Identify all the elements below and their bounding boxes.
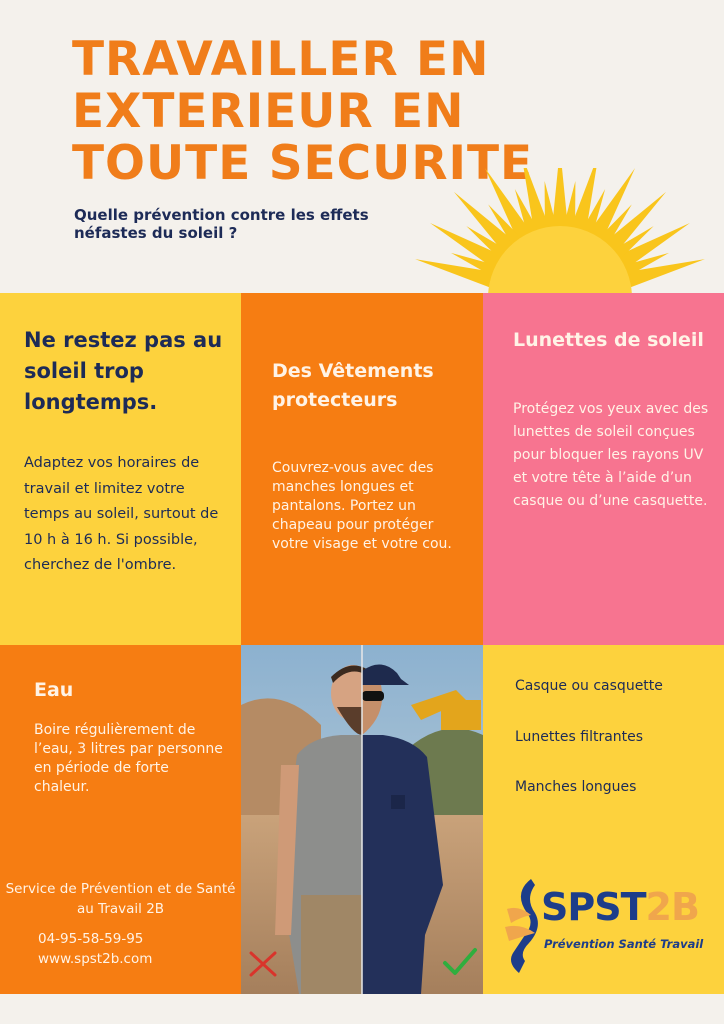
panel-water	[0, 645, 241, 994]
panel-sunglasses	[483, 293, 724, 645]
contact-phone: 04-95-58-59-95	[38, 931, 144, 947]
title-line-3: TOUTE SECURITE	[72, 136, 534, 191]
equipment-list	[515, 678, 663, 830]
water-body: Boire régulièrement de l’eau, 3 litres par personne en période de forte chaleur.	[34, 722, 223, 795]
panel-checklist	[483, 645, 724, 994]
logo-name-main: SPST	[541, 885, 646, 929]
spst2b-logo	[501, 877, 711, 977]
list-item: Lunettes filtrantes	[515, 728, 644, 745]
clothing-body: Couvrez-vous avec des manches longues et pantalons. Portez un chapeau pour protéger votre visage et votre cou.	[272, 460, 452, 552]
page-subtitle: Quelle prévention contre les effets néfastes du soleil ?	[74, 206, 369, 242]
sun-exposure-body: Adaptez vos horaires de travail et limitez votre temps au soleil, surtout de 10 h à 16 h. Si possible, cherchez de l'ombre.	[24, 455, 219, 573]
page-title	[72, 34, 632, 190]
panel-sun-exposure	[0, 293, 241, 645]
contact-details	[38, 929, 218, 969]
contact-org: Service de Prévention et de Santé au Travail 2B	[5, 881, 236, 917]
worker-comparison-image	[241, 645, 483, 994]
logo-wordmark	[541, 885, 699, 929]
clothing-title: Des Vêtements protecteurs	[272, 360, 434, 411]
sun-exposure-title: Ne restez pas au soleil trop longtemps.	[24, 328, 223, 414]
sunglasses-body: Protégez vos yeux avec des lunettes de soleil conçues pour bloquer les rayons UV et votre tête à l’aide d’un casque ou d’une casquette.	[513, 401, 709, 509]
list-item: Casque ou casquette	[515, 678, 663, 694]
sunglasses-title: Lunettes de soleil	[513, 329, 704, 351]
contact-website: www.spst2b.com	[38, 951, 153, 967]
water-title: Eau	[34, 679, 74, 701]
title-line-2: EXTERIEUR EN	[72, 84, 465, 139]
panel-clothing	[241, 293, 483, 645]
worker-photo	[241, 645, 483, 994]
list-item: Manches longues	[515, 779, 637, 795]
logo-name-accent: 2B	[645, 885, 699, 929]
sun-icon	[400, 168, 724, 293]
logo-tagline: Prévention Santé Travail	[544, 937, 704, 951]
title-line-1: TRAVAILLER EN	[72, 32, 490, 87]
